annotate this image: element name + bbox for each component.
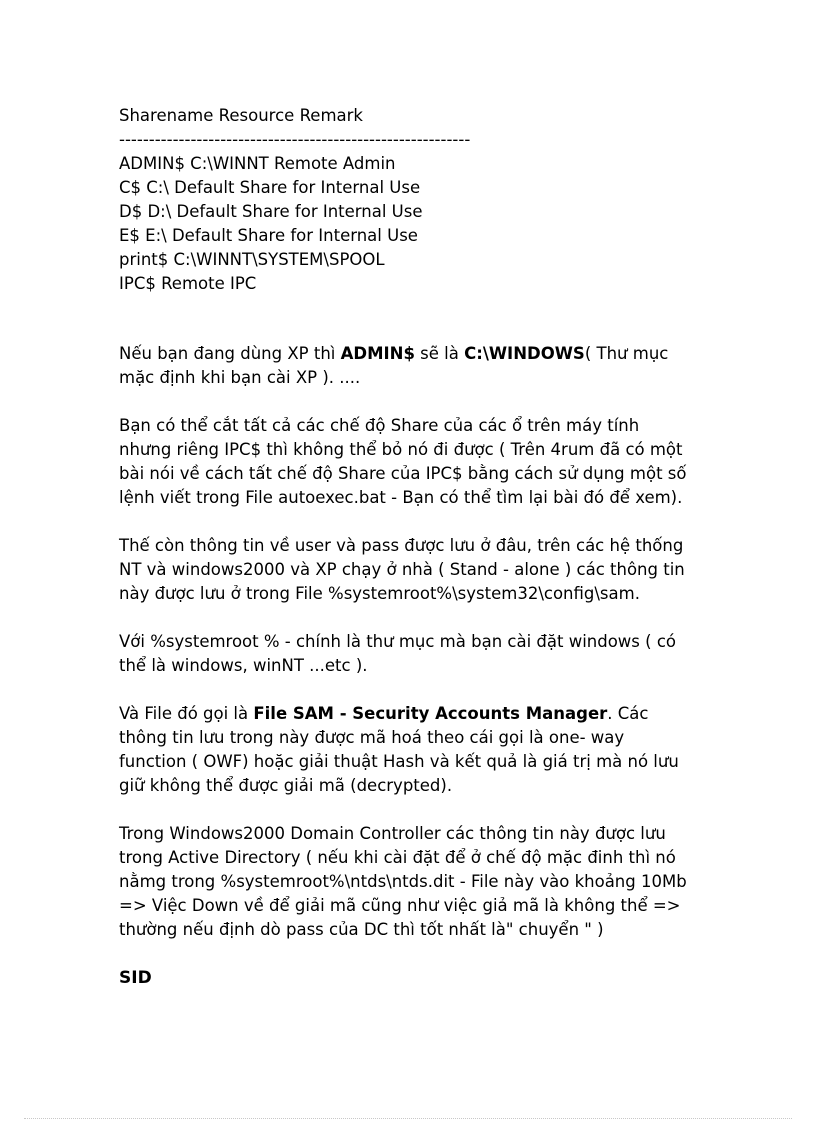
text-line: thường nếu định dò pass của DC thì tốt nhất là" chuyển " ) bbox=[119, 920, 604, 939]
text: Nếu bạn đang dùng XP thì bbox=[119, 344, 341, 363]
document-page bbox=[119, 104, 719, 990]
text-line: lệnh viết trong File autoexec.bat - Bạn có thể tìm lại bài đó để xem). bbox=[119, 488, 683, 507]
text-line: mặc định khi bạn cài XP ). .... bbox=[119, 368, 361, 387]
share-table-header: Sharename Resource Remark bbox=[119, 106, 363, 125]
section-heading-sid: SID bbox=[119, 968, 152, 988]
bold-text: File SAM - Security Accounts Manager bbox=[253, 704, 608, 723]
paragraph-user-pass bbox=[119, 534, 719, 606]
share-row: IPC$ Remote IPC bbox=[119, 274, 257, 293]
share-table bbox=[119, 104, 719, 296]
text-line: => Việc Down về để giải mã cũng như việc giả mã là không thể => bbox=[119, 896, 681, 915]
text-line: Thế còn thông tin về user và pass được lưu ở đâu, trên các hệ thống bbox=[119, 536, 684, 555]
bold-text: ADMIN$ bbox=[340, 344, 415, 363]
paragraph-domain-controller bbox=[119, 822, 719, 942]
text-line: nhưng riêng IPC$ thì không thể bỏ nó đi được ( Trên 4rum đã có một bbox=[119, 440, 683, 459]
share-row: E$ E:\ Default Share for Internal Use bbox=[119, 226, 418, 245]
text-line: này được lưu ở trong File %systemroot%\system32\config\sam. bbox=[119, 584, 640, 603]
text-line: bài nói về cách tất chế độ Share của IPC$ bằng cách sử dụng một số bbox=[119, 464, 687, 483]
text: . Các bbox=[607, 704, 649, 723]
text-line: trong Active Directory ( nếu khi cài đặt để ở chế độ mặc đinh thì nó bbox=[119, 848, 676, 867]
share-row: D$ D:\ Default Share for Internal Use bbox=[119, 202, 423, 221]
text-line: NT và windows2000 và XP chạy ở nhà ( Stand - alone ) các thông tin bbox=[119, 560, 685, 579]
text-line: Với %systemroot % - chính là thư mục mà bạn cài đặt windows ( có bbox=[119, 632, 676, 651]
paragraph-admin-share bbox=[119, 342, 719, 390]
page-bottom-divider bbox=[24, 1118, 792, 1119]
text-line: thông tin lưu trong này được mã hoá theo cái gọi là one- way bbox=[119, 728, 625, 747]
bold-text: C:\WINDOWS bbox=[464, 344, 585, 363]
text: sẽ là bbox=[414, 344, 465, 363]
share-table-separator: ----------------------------------------------------------- bbox=[119, 130, 471, 149]
text-line: function ( OWF) hoặc giải thuật Hash và kết quả là giá trị mà nó lưu bbox=[119, 752, 679, 771]
paragraph-share-modes bbox=[119, 414, 719, 510]
paragraph-sam-file bbox=[119, 702, 719, 798]
text-line: nằmg trong %systemroot%\ntds\ntds.dit - File này vào khoảng 10Mb bbox=[119, 872, 687, 891]
text: ( Thư mục bbox=[584, 344, 669, 363]
text-line: Trong Windows2000 Domain Controller các thông tin này được lưu bbox=[119, 824, 666, 843]
paragraph-systemroot bbox=[119, 630, 719, 678]
share-row: C$ C:\ Default Share for Internal Use bbox=[119, 178, 421, 197]
text-line: Bạn có thể cắt tất cả các chế độ Share của các ổ trên máy tính bbox=[119, 416, 640, 435]
text-line: thể là windows, winNT ...etc ). bbox=[119, 656, 368, 675]
text-line: giữ không thể được giải mã (decrypted). bbox=[119, 776, 453, 795]
share-row: ADMIN$ C:\WINNT Remote Admin bbox=[119, 154, 396, 173]
text: Và File đó gọi là bbox=[119, 704, 254, 723]
share-row: print$ C:\WINNT\SYSTEM\SPOOL bbox=[119, 250, 385, 269]
